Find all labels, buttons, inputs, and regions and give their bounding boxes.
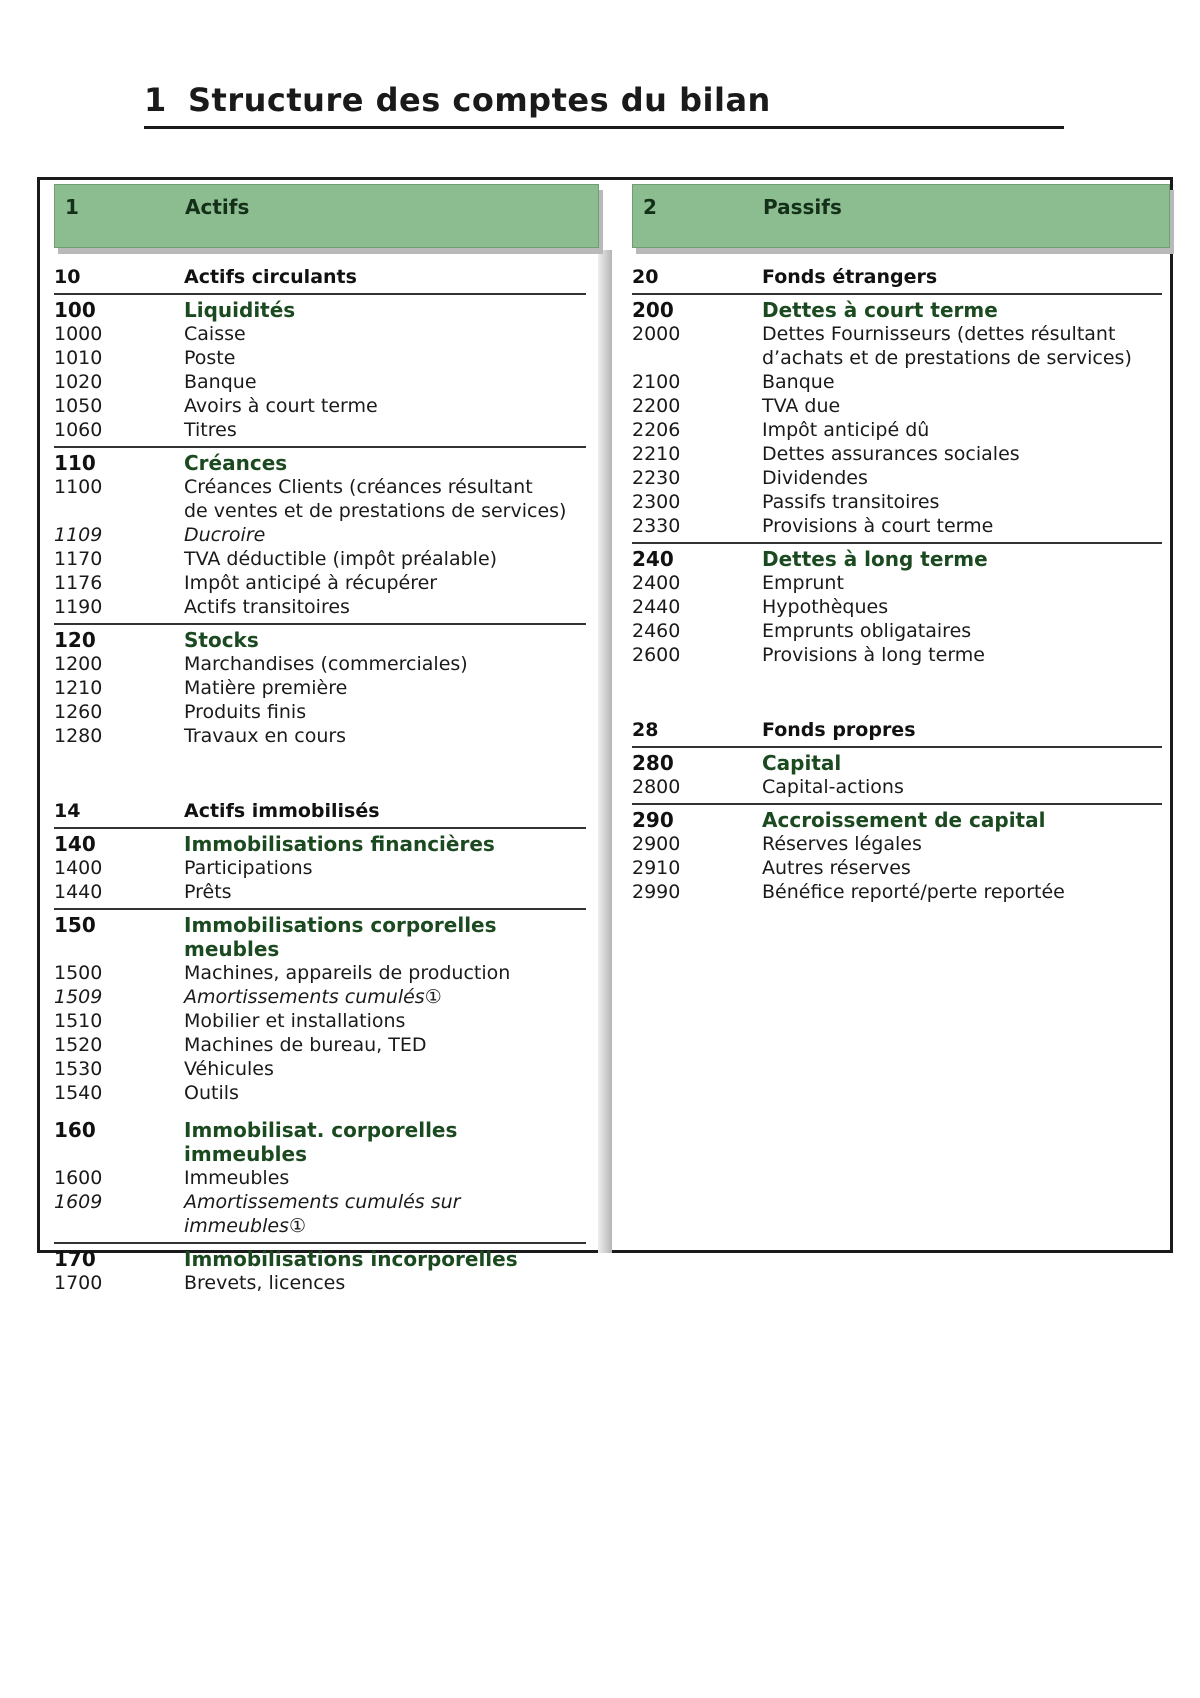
group-100: [54, 295, 586, 448]
group-170: [54, 1244, 586, 1299]
account-row: 1170 TVA déductible (impôt préalable): [54, 548, 498, 570]
passifs-label: Passifs: [763, 195, 842, 219]
account-row: 2990 Bénéfice reporté/perte reportée: [632, 881, 1065, 903]
group-code: 140: [54, 832, 96, 856]
account-row: 1200 Marchandises (commerciales): [54, 653, 468, 675]
account-row: 2900 Réserves légales: [632, 833, 922, 855]
class-14: [54, 796, 586, 829]
actifs-header: [54, 184, 599, 248]
account-row: 1509 Amortissements cumulés①: [54, 986, 442, 1008]
group-label: Capital: [762, 751, 842, 775]
group-label: Immobilisations financières: [184, 832, 495, 856]
account-row: 1190 Actifs transitoires: [54, 596, 350, 618]
passifs-code: 2: [643, 195, 657, 219]
group-160: [54, 1115, 586, 1244]
account-row: 2100 Banque: [632, 371, 835, 393]
account-row: 2230 Dividendes: [632, 467, 868, 489]
group-code: 110: [54, 451, 96, 475]
account-row: 1050 Avoirs à court terme: [54, 395, 378, 417]
account-row: 1700 Brevets, licences: [54, 1272, 346, 1294]
account-row: 1440 Prêts: [54, 881, 232, 903]
class-10: [54, 262, 586, 295]
account-row: 1109 Ducroire: [54, 524, 266, 546]
class-label: Actifs circulants: [184, 266, 357, 288]
group-code: 170: [54, 1247, 96, 1271]
group-code: 200: [632, 298, 674, 322]
group-110: [54, 448, 586, 625]
account-row: 1540 Outils: [54, 1082, 239, 1104]
group-label: Immobilisations corporelles meubles: [184, 913, 497, 961]
group-code: 280: [632, 751, 674, 775]
account-row: 1020 Banque: [54, 371, 257, 393]
account-row: d’achats et de prestations de services): [762, 347, 1132, 369]
page-title-text: Structure des comptes du bilan: [188, 81, 771, 119]
group-code: 290: [632, 808, 674, 832]
account-row: 1280 Travaux en cours: [54, 725, 347, 747]
group-label: Accroissement de capital: [762, 808, 1046, 832]
account-row: 1530 Véhicules: [54, 1058, 274, 1080]
group-code: 120: [54, 628, 96, 652]
group-280: [632, 748, 1162, 805]
account-row: 1520 Machines de bureau, TED: [54, 1034, 427, 1056]
group-label: Créances: [184, 451, 288, 475]
group-label: Dettes à court terme: [762, 298, 998, 322]
group-240: [632, 544, 1162, 671]
class-label: Fonds propres: [762, 719, 916, 741]
account-row: 2000 Dettes Fournisseurs (dettes résultant: [632, 323, 1116, 345]
account-row: de ventes et de prestations de services): [184, 500, 567, 522]
passifs-header: [632, 184, 1170, 248]
group-code: 160: [54, 1118, 96, 1142]
group-label: Immobilisat. corporelles immeubles: [184, 1118, 458, 1166]
group-label: Stocks: [184, 628, 259, 652]
account-row: 1210 Matière première: [54, 677, 348, 699]
account-row: 1500 Machines, appareils de production: [54, 962, 511, 984]
class-label: Actifs immobilisés: [184, 800, 380, 822]
actifs-label: Actifs: [185, 195, 250, 219]
account-row: 1260 Produits finis: [54, 701, 307, 723]
group-code: 150: [54, 913, 96, 937]
group-code: 100: [54, 298, 96, 322]
account-row: 1060 Titres: [54, 419, 237, 441]
account-row: 1400 Participations: [54, 857, 313, 879]
class-code: 28: [632, 719, 659, 741]
account-row: 2206 Impôt anticipé dû: [632, 419, 930, 441]
account-row: 1176 Impôt anticipé à récupérer: [54, 572, 438, 594]
class-28: [632, 715, 1162, 748]
group-label: Dettes à long terme: [762, 547, 988, 571]
account-row: 2330 Provisions à court terme: [632, 515, 994, 537]
account-row: 2200 TVA due: [632, 395, 841, 417]
class-20: [632, 262, 1162, 295]
accounts-table: [37, 177, 1173, 1294]
account-row: 2800 Capital-actions: [632, 776, 904, 798]
group-140: [54, 829, 586, 910]
account-row: 1000 Caisse: [54, 323, 246, 345]
account-row: 2400 Emprunt: [632, 572, 844, 594]
account-row: 1510 Mobilier et installations: [54, 1010, 406, 1032]
page-number: 1: [144, 81, 167, 119]
account-row: 2210 Dettes assurances sociales: [632, 443, 1020, 465]
group-150: [54, 910, 586, 1109]
group-label: Immobilisations incorporelles: [184, 1247, 518, 1271]
group-200: [632, 295, 1162, 544]
passifs-column: [632, 180, 1162, 908]
class-label: Fonds étrangers: [762, 266, 938, 288]
class-code: 10: [54, 266, 81, 288]
account-row: 2910 Autres réserves: [632, 857, 911, 879]
group-290: [632, 805, 1162, 908]
account-row: 1010 Poste: [54, 347, 236, 369]
actifs-code: 1: [65, 195, 79, 219]
group-120: [54, 625, 586, 752]
class-code: 20: [632, 266, 659, 288]
group-code: 240: [632, 547, 674, 571]
class-code: 14: [54, 800, 81, 822]
account-row: 1100 Créances Clients (créances résultant: [54, 476, 533, 498]
actifs-column: [54, 180, 631, 1299]
account-row: 2600 Provisions à long terme: [632, 644, 985, 666]
group-label: Liquidités: [184, 298, 296, 322]
account-row: 2460 Emprunts obligataires: [632, 620, 972, 642]
account-row: 1609 Amortissements cumulés sur immeubles①: [54, 1191, 461, 1237]
account-row: 2440 Hypothèques: [632, 596, 889, 618]
page-title: [144, 80, 1064, 129]
account-row: 1600 Immeubles: [54, 1167, 290, 1189]
account-row: 2300 Passifs transitoires: [632, 491, 940, 513]
